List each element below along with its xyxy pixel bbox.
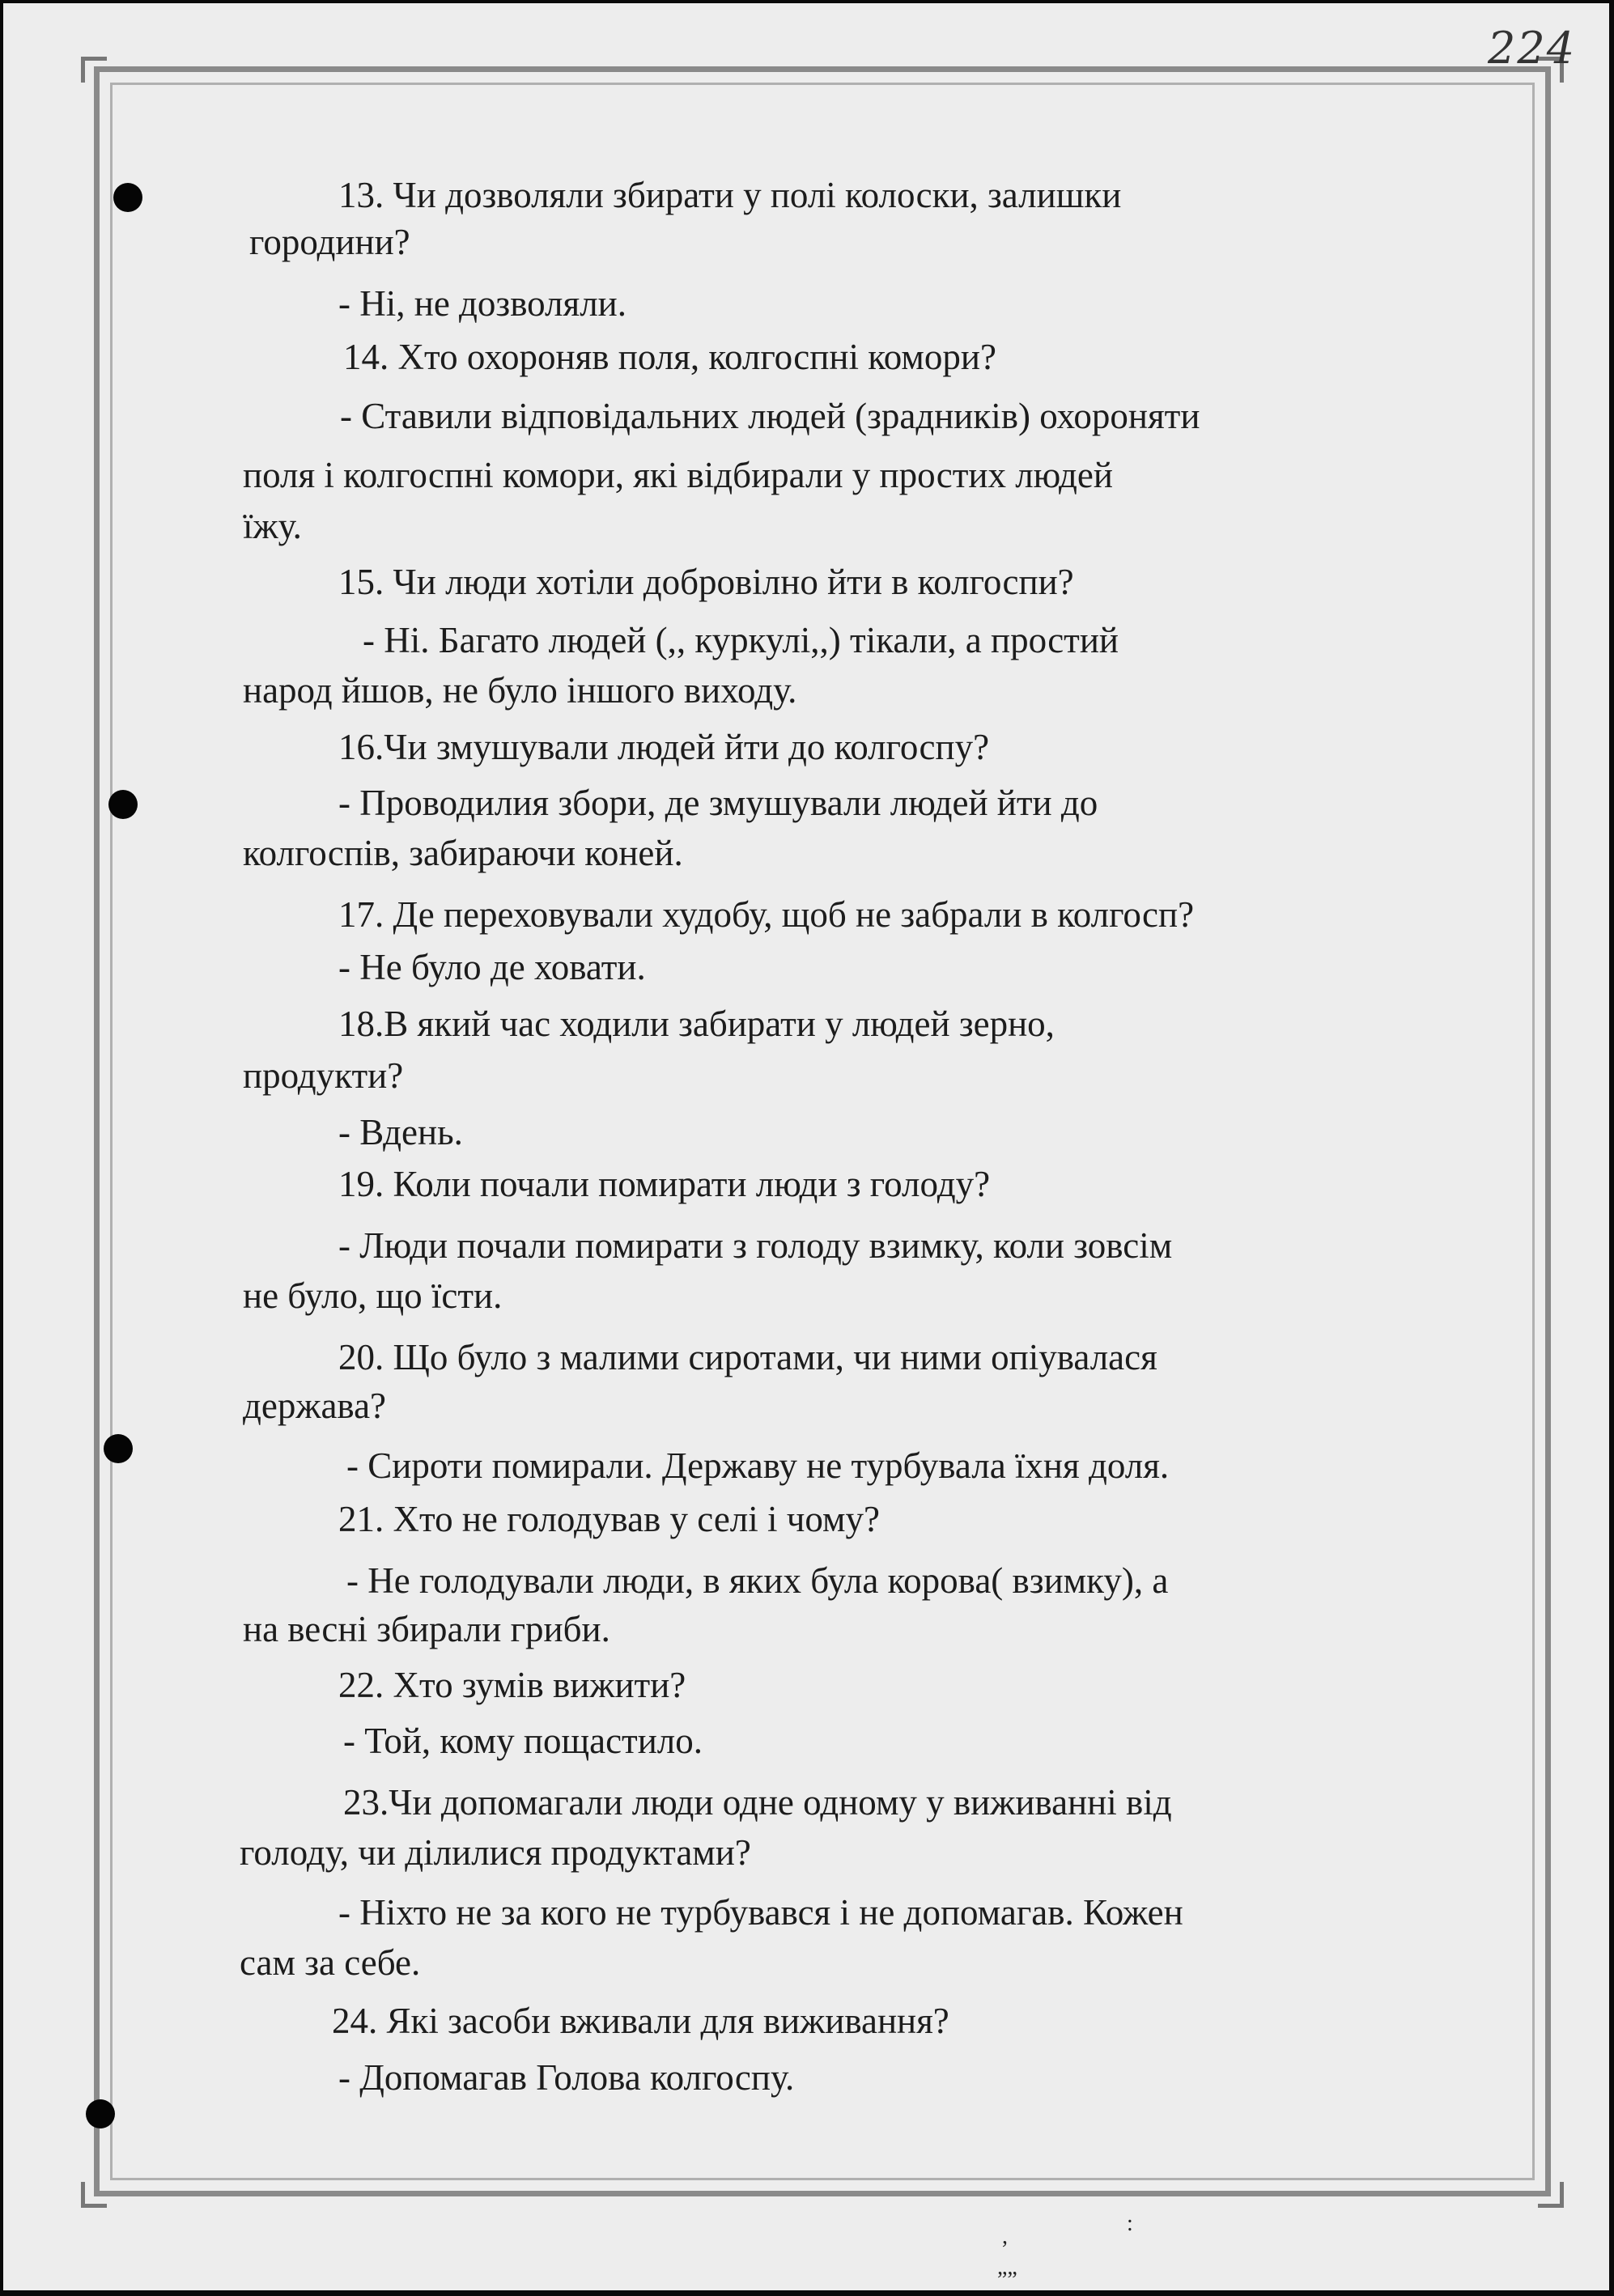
text-line: 23.Чи допомагали люди одне одному у виживанні від bbox=[343, 1782, 1172, 1823]
text-line: продукти? bbox=[243, 1055, 404, 1096]
text-line: - Проводилия збори, де змушували людей йти до bbox=[338, 783, 1098, 823]
punch-hole-1 bbox=[113, 183, 142, 212]
text-line: - Ніхто не за кого не турбувався і не допомагав. Кожен bbox=[338, 1892, 1183, 1933]
text-line: 18.В який час ходили забирати у людей зерно, bbox=[338, 1004, 1055, 1044]
punch-hole-3 bbox=[104, 1434, 133, 1463]
punch-hole-4 bbox=[86, 2099, 115, 2128]
punch-hole-2 bbox=[108, 790, 138, 819]
text-line: держава? bbox=[243, 1386, 387, 1426]
scan-mark: : bbox=[1127, 2211, 1133, 2236]
text-line: 16.Чи змушували людей йти до колгоспу? bbox=[338, 727, 990, 767]
text-line: 21. Хто не голодував у селі і чому? bbox=[338, 1499, 880, 1539]
text-line: голоду, чи ділилися продуктами? bbox=[240, 1832, 751, 1873]
archive-page-number: 224 bbox=[1488, 23, 1577, 74]
text-line: городини? bbox=[249, 222, 410, 262]
text-line: - Сироти помирали. Державу не турбувала їхня доля. bbox=[346, 1445, 1170, 1486]
text-line: сам за себе. bbox=[240, 1942, 421, 1983]
text-line: - Не голодували люди, в яких була корова( взимку), а bbox=[346, 1560, 1169, 1601]
text-line: - Ні. Багато людей (,, куркулі,,) тікали, а простий bbox=[363, 620, 1119, 660]
text-line: - Не було де ховати. bbox=[338, 947, 646, 987]
text-line: 14. Хто охороняв поля, колгоспні комори? bbox=[343, 337, 996, 377]
text-line: - Ні, не дозволяли. bbox=[338, 283, 627, 324]
text-line: на весні збирали гриби. bbox=[243, 1609, 610, 1649]
text-line: 17. Де переховували худобу, щоб не забрали в колгосп? bbox=[338, 894, 1195, 935]
border-corner-bottom-left bbox=[81, 2182, 107, 2208]
text-line: 19. Коли почали помирати люди з голоду? bbox=[338, 1164, 991, 1204]
text-line: їжу. bbox=[243, 506, 302, 546]
text-line: 15. Чи люди хотіли добровілно йти в колгоспи? bbox=[338, 562, 1074, 602]
text-line: 24. Які засоби вживали для виживання? bbox=[332, 2001, 949, 2041]
text-line: - Люди почали помирати з голоду взимку, коли зовсім bbox=[338, 1225, 1173, 1266]
text-line: - Вдень. bbox=[338, 1112, 463, 1152]
text-line: поля і колгоспні комори, які відбирали у простих людей bbox=[243, 455, 1113, 495]
border-corner-top-left bbox=[81, 57, 107, 83]
scan-mark: , bbox=[1002, 2224, 1008, 2249]
scan-mark: „„ bbox=[997, 2255, 1017, 2280]
text-line: 13. Чи дозволяли збирати у полі колоски, залишки bbox=[338, 175, 1122, 215]
text-line: 22. Хто зумів вижити? bbox=[338, 1665, 686, 1705]
text-line: - Той, кому пощастило. bbox=[343, 1721, 703, 1761]
text-line: - Ставили відповідальних людей (зрадників) охороняти bbox=[340, 396, 1200, 436]
border-corner-bottom-right bbox=[1538, 2182, 1564, 2208]
text-line: - Допомагав Голова колгоспу. bbox=[338, 2057, 795, 2098]
text-line: не було, що їсти. bbox=[243, 1275, 503, 1316]
text-line: народ йшов, не було іншого виходу. bbox=[243, 670, 797, 711]
text-line: колгоспів, забираючи коней. bbox=[243, 833, 683, 873]
text-line: 20. Що було з малими сиротами, чи ними опіувалася bbox=[338, 1337, 1157, 1377]
